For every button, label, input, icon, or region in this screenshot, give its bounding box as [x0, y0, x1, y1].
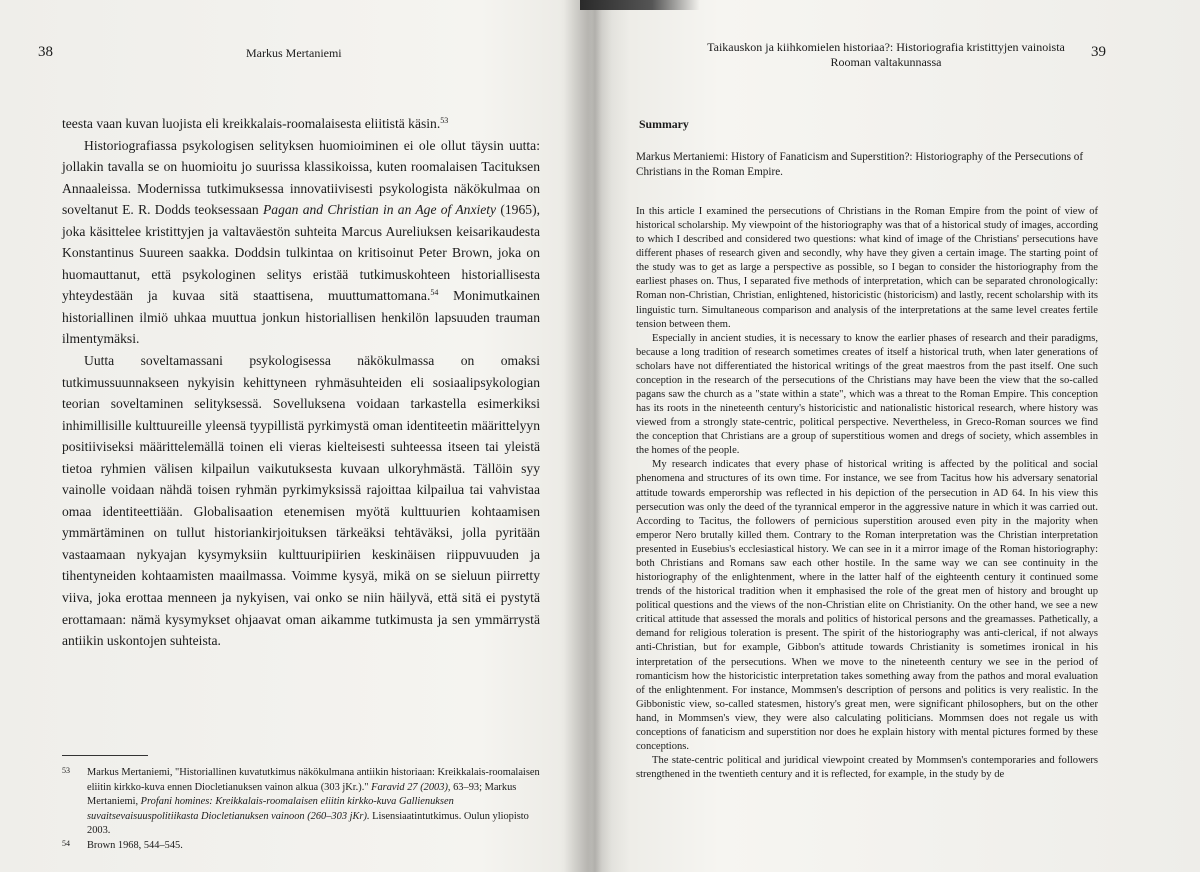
summary-heading: Summary [639, 117, 689, 131]
paragraph-text: Uutta soveltamassani psykologisessa näkökulmassa on omaksi tutkimussuunnakseen nykyisin kehittyneen ryhmäsuhteiden eli sosiaalipsykologian teorian soveltaminen selityksessä. Sovelluksena voidaan tarkastella esimerkiksi inhimillisille kulttuureille yleensä tyypillistä pyrkimystä oman identiteetin määrittelyyn positiiviseksi määrittelemällä toinen eli vieras kielteisesti suhteessa itseen tai yleistä tietoa ryhmien välisen kilpailun vaikutuksesta kuvaan ulkoryhmästä. Tällöin syy vainolle voidaan nähdä toisen ryhmän pyrkimyksissä rajoittaa kilpailua tai vahvistaa omaa identiteettiään. Globalisaation etenemisen myötä kulttuurien kohtaamisen ymmärtäminen on tullut historiankirjoituksen tärkeäksi tehtäväksi, jolla pyritään vastaamaan nykyajan kysymyksiin kulttuuripiirien keskinäisen riippuvuuden ja tihentyneiden kohtaamisten maailmassa. Voimme kysyä, mikä on se sieluun piirretty viiva, joka erottaa menneen ja nykyisen, vai onko se niin häilyvä, että sitä ei pystytä erottamaan: nämä kysymykset ohjaavat oman aikamme tutkimusta ja sen ymmärrystä antiikin uskontojen suhteista. [62, 353, 540, 649]
page-number: 39 [1091, 44, 1106, 60]
book-title: Pagan and Christian in an Age of Anxiety [262, 202, 497, 218]
footnote [62, 839, 542, 854]
running-head [676, 40, 1096, 70]
paragraph: My research indicates that every phase of historical writing is affected by the political and social phenomena and structures of its own time. For instance, we see from Tacitus how his adversary senatorial attitude towards emperorship was reflected in his depiction of the persecution in AD 64. In his view this persecution was only the deed of the tyrannical emperor in the aggressive nature in which it was carried out. According to Tacitus, the followers of pernicious superstition aroused even pity in the majority when emperor Nero brutally killed them. Contrary to the Roman interpretation was the Christian interpretation presented in Eusebius's ecclesiastical history. We can see in it a mirror image of the Roman historiography: both Christians and Romans saw each other hostile. In the same way we can see continuity in the historiography of the enlightenment, where in the latter half of the eighteenth century it continued some trends of the historical tradition when it emphasised the role of the great men of history and brought up political questions and the views of the non-Christian elite on Christianity. On the other hand, we see a new critical attitude that assessed the morals and politics of historical persons and the greamasses. Pathetically, a demand for religious toleration is present. The spirit of the historiography was anti-clerical, if not always anti-Christian, but for example, Gibbon's attitude towards Christianity is sometimes ironical in his interpretation of the persecutions. When we move to the nineteenth century we see in the period of romanticism how the historicistic interpretation takes something away from the pathos and moral evaluation of the enlightenment. For instance, Mommsen's description of persons and politics is very realistic. In the Gibbonistic view, so-called statesmen, history's great men, were significant philosophers, but on the other hand, in Mommsen's view, they were also calculating politicians. Mommsen does not regale us with conceptions of fanaticism and superstition nor does he explain history with mental pictures formed by these conceptions. [636, 459, 1098, 752]
running-head-line: Taikauskon ja kiihkomielen historiaa?: Historiografia kristittyjen vainoista [707, 40, 1065, 54]
paragraph-text: teesta vaan kuvan luojista eli kreikkalais-roomalaisesta eliitistä käsin. [62, 116, 441, 131]
paragraph-text: (1965), joka käsittelee kristittyjen ja valtaväestön suhteita Marcus Aureliuksen keisarikaudesta Konstantinus Suureen saakka. Doddsin tulkintaa on kritisoinut Peter Brown, joka on huomauttanut, että psykologinen selitys eristää tutkimuskohteen historiallisesta yhteydestään ja kuvaa sitä staattisena, muuttumattomana. [62, 202, 540, 304]
running-head: Markus Mertaniemi [246, 46, 342, 60]
paragraph-text: Historiografiassa psykologisen selityksen huomioiminen ei ole ollut täysin uutta: jollakin tavalla se on huomioitu jo suurissa klassikoissa, kuten roomalaisen Tacituksen Annaaleissa. Modernissa tutkimuksessa innovatiivisesti psykologista näkökulmaa on soveltanut E. R. Dodds teoksessaan [62, 137, 540, 218]
paragraph [62, 113, 540, 135]
paragraph: Especially in ancient studies, it is necessary to know the earlier phases of research and their paradigms, because a long tradition of research sometimes creates of itself a historical truth, when later generations of scholars have not differentiated the historical writings of the great maestros from the past itself. One such conception in the research of the persecutions of the Christians may have been the view that the so-called pagans saw the church as a "state within a state", which was a threat to the Roman Empire. This conception has its roots in the nineteenth century's historicistic and nationalistic historical research, where history was viewed from a strongly state-centric, political perspective. Nevertheless, in Greco-Roman sources we find the conception that Christians are a group of superstitious women and dregs of society, which assembles in the homes of the people. [636, 332, 1098, 457]
summary-body [636, 205, 1098, 782]
summary-title: Markus Mertaniemi: History of Fanaticism and Superstition?: Historiography of the Persecutions of Christians in the Roman Empire. [636, 151, 1084, 178]
footnote-text: Markus Mertaniemi, "Historiallinen kuvatutkimus näkökulmana antiikin historiaan: Kreikkalais-roomalaisen eliitin kirkko-kuva ennen Diocletianuksen vainon alkua (303 jKr.)." [87, 767, 540, 793]
paragraph [62, 135, 540, 350]
footnote-number: 53 [62, 766, 70, 775]
footnote-text: Brown 1968, 544–545. [87, 839, 183, 851]
footnote-ref[interactable]: 53 [440, 116, 449, 125]
footnote-rule [62, 755, 148, 756]
footnote-ref[interactable]: 54 [430, 288, 439, 298]
page-number: 38 [38, 44, 53, 60]
footnotes [62, 766, 542, 854]
footnote-text: Lisensiaatintutkimus. Oulun yliopisto 2003. [87, 810, 529, 837]
footnote-number: 54 [62, 838, 70, 848]
footnote-italic: Profani homines: Kreikkalais-roomalaisen eliitin kirkko-kuva Gallienuksen suvaitsevaisuuspolitiikasta Diocletianuksen vainoon (260–303 jKr). [87, 796, 454, 822]
paragraph: The state-centric political and juridical viewpoint created by Mommsen's contemporaries and followers strengthened in the twentieth century and it is reflected, for example, in the study by de [636, 755, 1098, 781]
running-head-line: Rooman valtakunnassa [830, 55, 942, 69]
paragraph: In this article I examined the persecutions of Christians in the Roman Empire from the point of view of historical scholarship. My viewpoint of the historiography was that of a historical study of images, according to which I described and considered two questions: what kind of image of the Christians' persecutions have different phases of research given and secondly, why have they given a certain image. The starting point of the study was to get as large a perspective as possible, so I began to consider the historiography from the earliest phases on. Thus, I separated five methods of interpretation, which can be separated chronologically: Roman non-Christian, Christian, enlightened, historicistic (historicism) and lastly, recent scholarship with its linguistic turn. Simultaneous comparison and analysis of the interpretations at the same level creates fertile tension between them. [636, 206, 1098, 330]
paragraph-text: Monimutkainen historiallinen ilmiö uhkaa muuttua jonkun historiallisen henkilön lapsuuden trauman ilmentymäksi. [62, 288, 540, 347]
body-text [62, 113, 540, 652]
left-page [0, 0, 590, 872]
footnote [62, 766, 542, 839]
paragraph [62, 350, 540, 652]
right-page [592, 0, 1200, 872]
footnote-text: 63–93; Markus Mertaniemi, [87, 781, 517, 808]
footnote-italic: Faravid 27 (2003), [371, 781, 451, 793]
